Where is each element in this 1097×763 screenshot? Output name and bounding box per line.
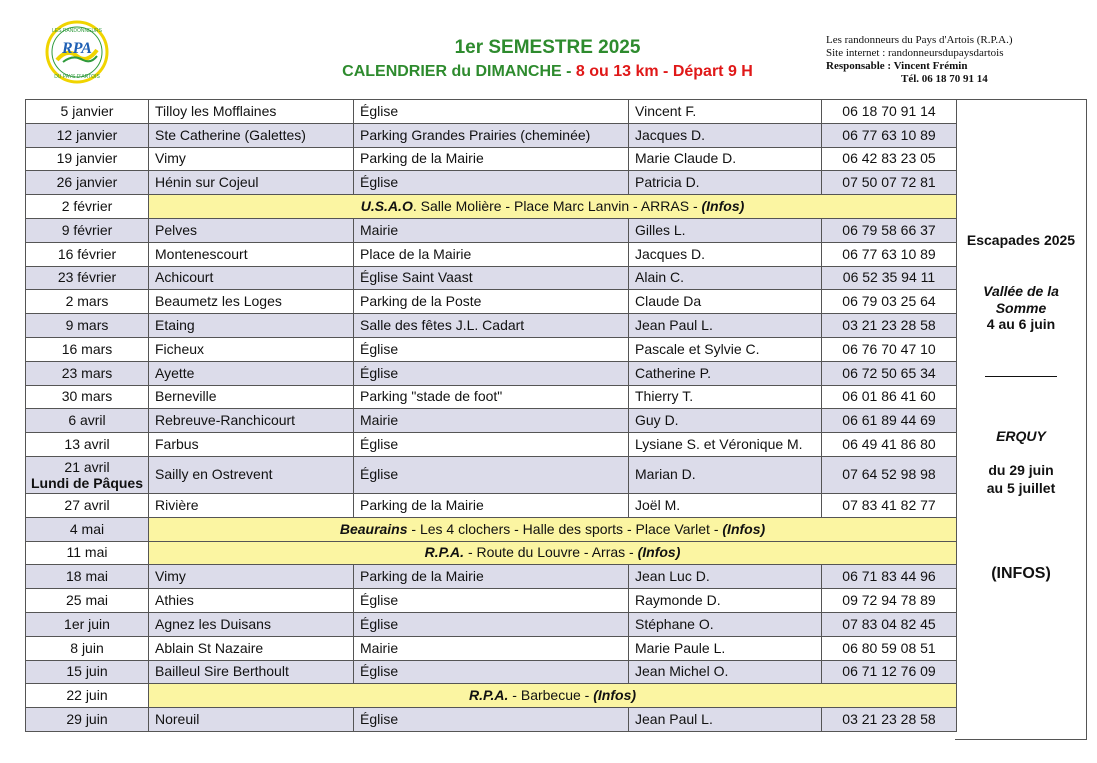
row-guide: Marie Claude D. [629,147,822,171]
row-guide: Alain C. [629,266,822,290]
trip2-name: ERQUY [996,428,1046,444]
row-place: Farbus [149,433,354,457]
calendar-row [26,433,957,457]
row-place: Berneville [149,385,354,409]
escapades-panel [955,99,1087,740]
calendar-row [26,409,957,433]
row-date: 13 avril [26,433,149,457]
row-date: 9 mars [26,314,149,338]
row-meeting-point: Mairie [354,409,629,433]
row-place: Agnez les Duisans [149,612,354,636]
row-guide: Jacques D. [629,242,822,266]
row-date: 23 mars [26,361,149,385]
row-phone: 07 83 04 82 45 [822,612,957,636]
row-guide: Jean Paul L. [629,708,822,732]
event-organizer: R.P.A. [468,687,509,704]
calendar-row [26,385,957,409]
row-guide: Guy D. [629,409,822,433]
event-cell [149,684,957,708]
row-phone: 06 71 12 76 09 [822,660,957,684]
row-date: 25 mai [26,589,149,613]
row-phone: 06 18 70 91 14 [822,100,957,124]
row-phone: 06 79 03 25 64 [822,290,957,314]
calendar-row [26,636,957,660]
row-meeting-point: Église [354,589,629,613]
row-guide: Claude Da [629,290,822,314]
row-place: Ficheux [149,337,354,361]
row-guide: Gilles L. [629,218,822,242]
row-phone: 06 52 35 94 11 [822,266,957,290]
row-place: Pelves [149,218,354,242]
event-organizer: U.S.A.O [360,198,413,215]
row-phone: 06 79 58 66 37 [822,218,957,242]
row-date: 8 juin [26,636,149,660]
row-meeting-point: Église [354,100,629,124]
row-guide: Raymonde D. [629,589,822,613]
row-meeting-point: Parking de la Mairie [354,147,629,171]
row-meeting-point: Église [354,433,629,457]
row-phone: 07 50 07 72 81 [822,171,957,195]
subtitle-red: 8 ou 13 km - Départ 9 H [575,63,753,80]
row-date: 5 janvier [26,100,149,124]
row-phone: 06 72 50 65 34 [822,361,957,385]
row-phone: 03 21 23 28 58 [822,314,957,338]
escapades-title: Escapades 2025 [966,232,1076,248]
row-meeting-point: Église [354,708,629,732]
svg-text:LES RANDONNEURS: LES RANDONNEURS [51,28,103,34]
calendar-row [26,242,957,266]
calendar-row [26,147,957,171]
calendar-row [26,337,957,361]
row-phone: 06 42 83 23 05 [822,147,957,171]
row-guide: Jean Paul L. [629,314,822,338]
infos-link[interactable]: (INFOS) [991,565,1051,582]
row-place: Rebreuve-Ranchicourt [149,409,354,433]
row-date: 27 avril [26,493,149,517]
row-guide: Joël M. [629,493,822,517]
row-meeting-point: Mairie [354,218,629,242]
row-guide: Jean Michel O. [629,660,822,684]
row-place: Sailly en Ostrevent [149,456,354,493]
row-date: 16 mars [26,337,149,361]
row-date: 19 janvier [26,147,149,171]
row-guide: Jacques D. [629,123,822,147]
row-place: Achicourt [149,266,354,290]
row-phone: 06 61 89 44 69 [822,409,957,433]
row-date: 2 mars [26,290,149,314]
calendar-subtitle [300,63,795,81]
row-guide: Lysiane S. et Véronique M. [629,433,822,457]
event-cell [149,517,957,541]
row-guide: Pascale et Sylvie C. [629,337,822,361]
row-date: 22 juin [26,684,149,708]
calendar-row [26,314,957,338]
club-phone: Tél. 06 18 70 91 14 [901,73,988,85]
calendar-row [26,123,957,147]
row-guide: Patricia D. [629,171,822,195]
row-place: Ste Catherine (Galettes) [149,123,354,147]
calendar-row [26,517,957,541]
row-phone: 06 80 59 08 51 [822,636,957,660]
svg-text:RPA: RPA [62,40,92,57]
row-date: 29 juin [26,708,149,732]
event-infos-link[interactable]: (Infos) [722,520,766,537]
club-logo [43,20,111,84]
calendar-row [26,708,957,732]
row-guide: Marie Paule L. [629,636,822,660]
row-date: 11 mai [26,541,149,565]
event-infos-link[interactable]: (Infos) [593,687,637,704]
row-guide: Marian D. [629,456,822,493]
row-meeting-point: Église [354,171,629,195]
row-meeting-point: Mairie [354,636,629,660]
row-date-note: Lundi de Pâques [30,474,143,491]
row-place: Beaumetz les Loges [149,290,354,314]
calendar-row [26,612,957,636]
calendar-body [26,100,957,732]
row-date: 9 février [26,218,149,242]
trip1-line1: Vallée de la [983,283,1059,299]
club-responsable: Responsable : Vincent Frémin [826,60,968,72]
event-cell [149,541,957,565]
calendar-row [26,589,957,613]
row-guide: Jean Luc D. [629,565,822,589]
row-place: Athies [149,589,354,613]
row-guide: Vincent F. [629,100,822,124]
row-date: 16 février [26,242,149,266]
calendar-row [26,171,957,195]
event-cell [149,195,957,219]
row-phone: 03 21 23 28 58 [822,708,957,732]
calendar-row [26,361,957,385]
club-info [826,34,1013,86]
trip1-dates: 4 au 6 juin [986,316,1056,332]
row-meeting-point: Église [354,660,629,684]
row-phone: 07 83 41 82 77 [822,493,957,517]
trip2-line1: du 29 juin [988,462,1054,478]
row-guide: Stéphane O. [629,612,822,636]
calendar-row [26,456,957,493]
event-organizer: Beaurains [339,520,408,537]
row-meeting-point: Place de la Mairie [354,242,629,266]
event-details: - Les 4 clochers - Halle des sports - Place Varlet - [407,520,723,537]
row-date [26,456,149,493]
trip2-line2: au 5 juillet [986,480,1056,496]
row-phone: 09 72 94 78 89 [822,589,957,613]
calendar-row [26,684,957,708]
calendar-row [26,541,957,565]
row-date: 15 juin [26,660,149,684]
calendar-row [26,493,957,517]
calendar-row [26,218,957,242]
row-place: Hénin sur Cojeul [149,171,354,195]
row-place: Etaing [149,314,354,338]
row-place: Vimy [149,147,354,171]
row-place: Montenescourt [149,242,354,266]
row-place: Rivière [149,493,354,517]
row-meeting-point: Église [354,612,629,636]
panel-divider [985,376,1057,377]
calendar-row [26,266,957,290]
row-guide: Thierry T. [629,385,822,409]
subtitle-green: CALENDRIER du DIMANCHE - [342,63,576,80]
row-meeting-point: Église Saint Vaast [354,266,629,290]
row-phone: 06 01 86 41 60 [822,385,957,409]
row-guide: Catherine P. [629,361,822,385]
row-place: Bailleul Sire Berthoult [149,660,354,684]
row-place: Ablain St Nazaire [149,636,354,660]
row-phone: 07 64 52 98 98 [822,456,957,493]
trip1-line2: Somme [995,300,1047,316]
row-meeting-point: Église [354,361,629,385]
row-place: Ayette [149,361,354,385]
row-phone: 06 77 63 10 89 [822,242,957,266]
club-name: Les randonneurs du Pays d'Artois (R.P.A.) [826,34,1013,46]
row-date: 18 mai [26,565,149,589]
row-meeting-point: Parking de la Mairie [354,493,629,517]
row-date: 23 février [26,266,149,290]
calendar-row [26,565,957,589]
event-infos-link[interactable]: (Infos) [701,198,745,215]
row-phone: 06 76 70 47 10 [822,337,957,361]
row-meeting-point: Église [354,337,629,361]
calendar-row [26,660,957,684]
svg-text:DU PAYS D'ARTOIS: DU PAYS D'ARTOIS [54,74,100,80]
row-meeting-point: Parking de la Mairie [354,565,629,589]
event-organizer: R.P.A. [424,544,465,561]
row-place: Vimy [149,565,354,589]
calendar-row [26,290,957,314]
row-date: 2 février [26,195,149,219]
event-infos-link[interactable]: (Infos) [637,544,681,561]
calendar-row [26,100,957,124]
row-date: 4 mai [26,517,149,541]
event-details: . Salle Molière - Place Marc Lanvin - ARRAS - [412,198,702,215]
event-details: - Route du Louvre - Arras - [464,544,638,561]
row-meeting-point: Salle des fêtes J.L. Cadart [354,314,629,338]
row-date: 1er juin [26,612,149,636]
row-date: 26 janvier [26,171,149,195]
row-phone: 06 71 83 44 96 [822,565,957,589]
row-phone: 06 49 41 86 80 [822,433,957,457]
semester-title: 1er SEMESTRE 2025 [454,37,641,58]
row-meeting-point: Église [354,456,629,493]
row-meeting-point: Parking "stade de foot" [354,385,629,409]
calendar-table [25,99,957,732]
row-date-main: 21 avril [64,458,110,475]
calendar-row [26,195,957,219]
row-meeting-point: Parking de la Poste [354,290,629,314]
row-meeting-point: Parking Grandes Prairies (cheminée) [354,123,629,147]
row-date: 12 janvier [26,123,149,147]
row-phone: 06 77 63 10 89 [822,123,957,147]
club-website[interactable]: Site internet : randonneursdupaysdartois [826,47,1004,59]
row-place: Noreuil [149,708,354,732]
event-details: - Barbecue - [508,687,594,704]
row-date: 6 avril [26,409,149,433]
row-place: Tilloy les Mofflaines [149,100,354,124]
row-date: 30 mars [26,385,149,409]
